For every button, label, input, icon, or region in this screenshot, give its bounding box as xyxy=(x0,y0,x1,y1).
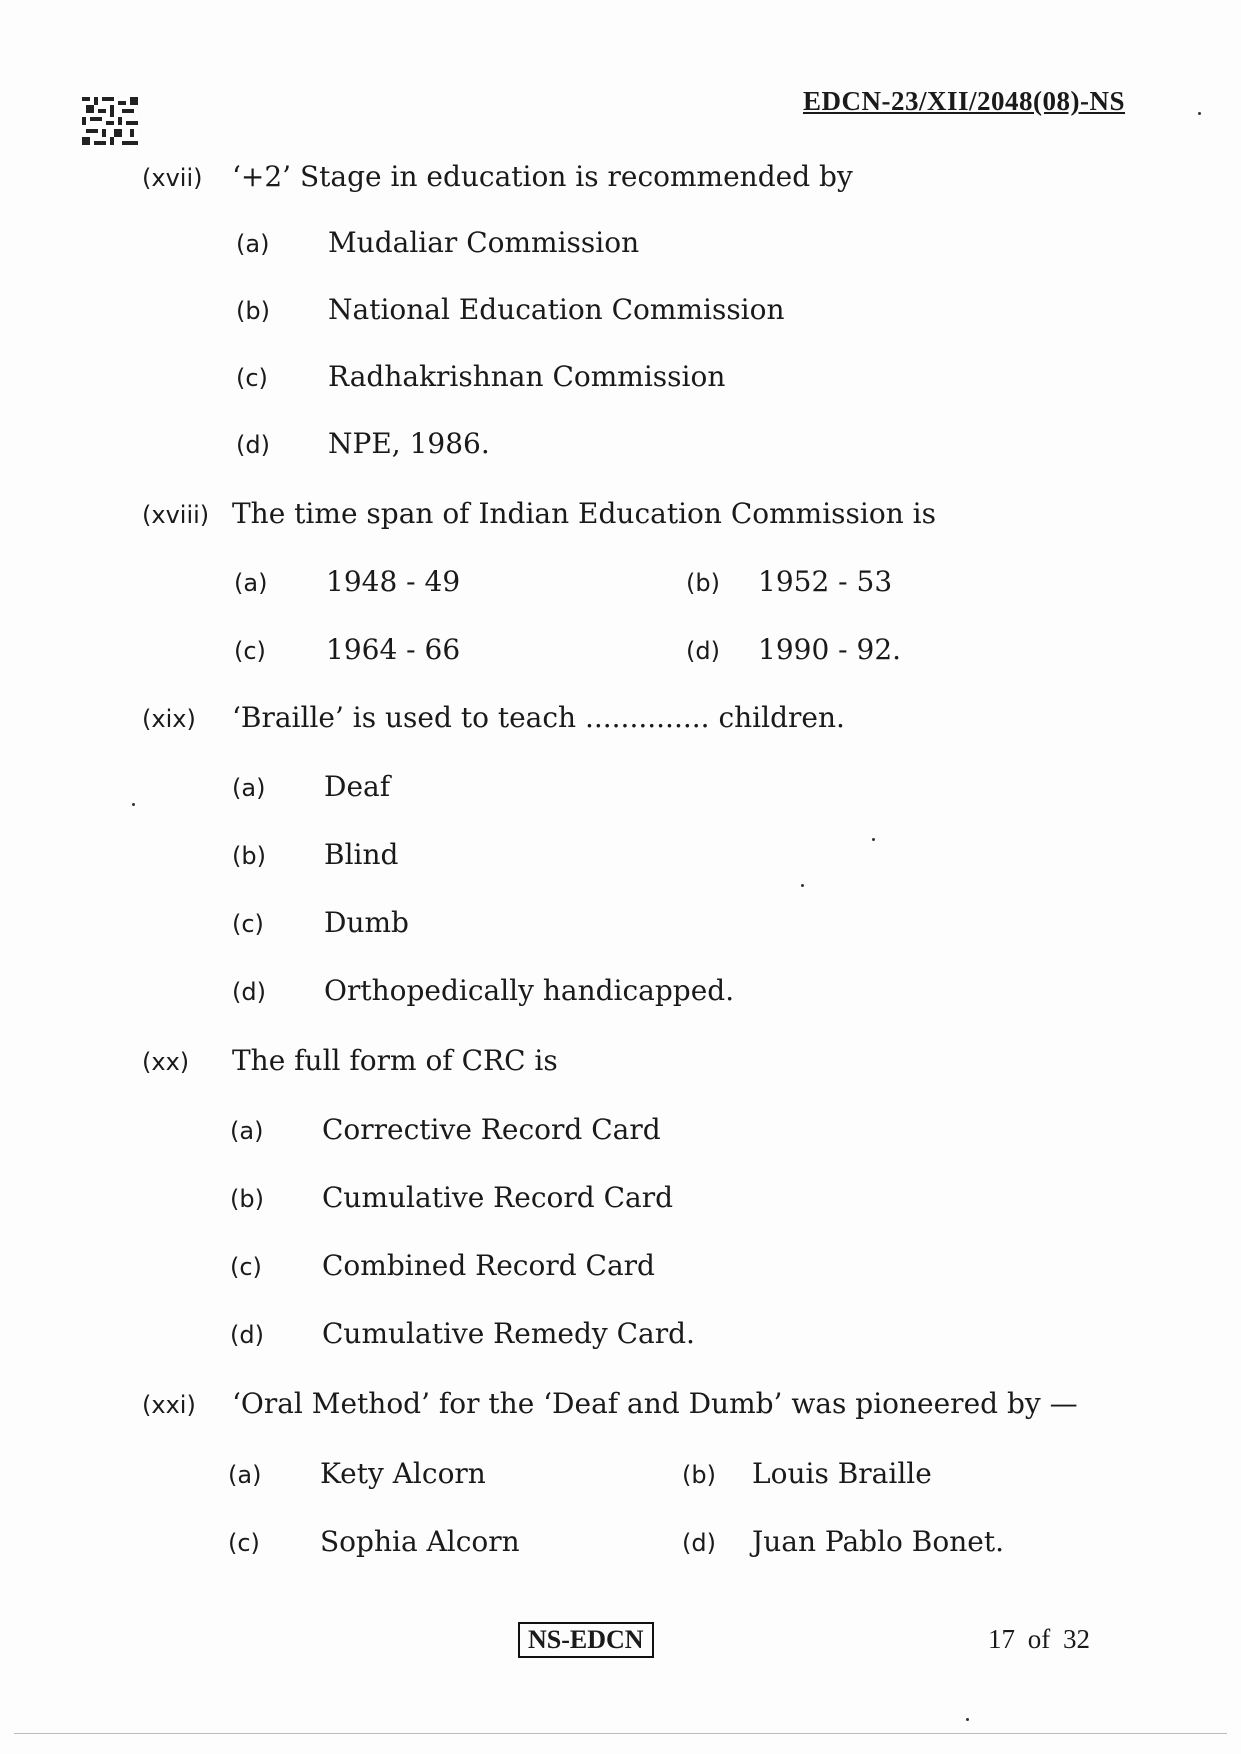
question-text: ‘Braille’ is used to teach .............. children. xyxy=(232,701,845,734)
option-text: 1952 - 53 xyxy=(758,565,893,598)
question-number: (xvii) xyxy=(142,164,203,192)
option-xxi-b xyxy=(682,1457,932,1490)
option-label: (c) xyxy=(228,1529,260,1557)
option-xvii-c xyxy=(236,360,725,393)
option-text: 1990 - 92. xyxy=(758,633,902,666)
option-label: (a) xyxy=(230,1117,264,1145)
option-text: Corrective Record Card xyxy=(322,1113,661,1146)
scan-speck xyxy=(801,884,804,887)
option-xxi-d xyxy=(682,1525,1004,1558)
footer-code-box: NS-EDCN xyxy=(518,1622,654,1658)
option-text: NPE, 1986. xyxy=(328,427,490,460)
question-xviii xyxy=(142,497,936,530)
option-xviii-d xyxy=(686,633,901,666)
option-xviii-c xyxy=(234,633,460,666)
page-number: 17 of 32 xyxy=(988,1624,1090,1654)
option-text: Dumb xyxy=(324,906,409,939)
option-xvii-b xyxy=(236,293,785,326)
option-label: (a) xyxy=(234,569,268,597)
option-label: (b) xyxy=(232,842,266,870)
option-label: (d) xyxy=(686,637,720,665)
option-label: (c) xyxy=(232,910,264,938)
option-xvii-a xyxy=(236,226,639,259)
option-label: (d) xyxy=(230,1321,264,1349)
option-xix-a xyxy=(232,770,390,803)
option-label: (b) xyxy=(682,1461,716,1489)
option-label: (c) xyxy=(236,364,268,392)
option-text: Blind xyxy=(324,838,399,871)
option-text: Orthopedically handicapped. xyxy=(324,974,735,1007)
question-number: (xxi) xyxy=(142,1391,196,1419)
scan-speck xyxy=(872,838,875,841)
question-xix xyxy=(142,701,845,734)
option-label: (a) xyxy=(228,1461,262,1489)
option-xvii-d xyxy=(236,427,490,460)
option-label: (d) xyxy=(236,431,270,459)
option-xix-b xyxy=(232,838,398,871)
option-text: Kety Alcorn xyxy=(320,1457,486,1490)
option-text: National Education Commission xyxy=(328,293,785,326)
option-xix-c xyxy=(232,906,409,939)
question-number: (xx) xyxy=(142,1048,190,1076)
option-text: Radhakrishnan Commission xyxy=(328,360,726,393)
option-text: 1964 - 66 xyxy=(326,633,461,666)
option-label: (d) xyxy=(232,978,266,1006)
option-label: (a) xyxy=(232,774,266,802)
question-text: ‘Oral Method’ for the ‘Deaf and Dumb’ was pioneered by — xyxy=(232,1387,1078,1420)
option-xviii-b xyxy=(686,565,892,598)
option-xx-d xyxy=(230,1317,695,1350)
option-xix-d xyxy=(232,974,734,1007)
scan-speck xyxy=(1198,112,1201,115)
question-xx xyxy=(142,1044,558,1077)
question-text: ‘+2’ Stage in education is recommended by xyxy=(232,160,853,193)
qr-code-icon xyxy=(82,96,138,146)
option-xxi-a xyxy=(228,1457,486,1490)
option-label: (b) xyxy=(230,1185,264,1213)
option-xx-a xyxy=(230,1113,661,1146)
option-text: Sophia Alcorn xyxy=(320,1525,520,1558)
option-text: Mudaliar Commission xyxy=(328,226,640,259)
question-number: (xix) xyxy=(142,705,196,733)
option-label: (c) xyxy=(230,1253,262,1281)
option-text: 1948 - 49 xyxy=(326,565,461,598)
option-text: Cumulative Remedy Card. xyxy=(322,1317,695,1350)
option-text: Deaf xyxy=(324,770,391,803)
option-label: (b) xyxy=(686,569,720,597)
option-text: Combined Record Card xyxy=(322,1249,655,1282)
option-label: (b) xyxy=(236,297,270,325)
option-xxi-c xyxy=(228,1525,520,1558)
question-number: (xviii) xyxy=(142,501,210,529)
option-xviii-a xyxy=(234,565,460,598)
option-label: (a) xyxy=(236,230,270,258)
option-xx-b xyxy=(230,1181,673,1214)
option-xx-c xyxy=(230,1249,655,1282)
option-label: (d) xyxy=(682,1529,716,1557)
question-xvii xyxy=(142,160,853,193)
scan-speck xyxy=(966,1718,969,1721)
paper-code: EDCN-23/XII/2048(08)-NS xyxy=(803,86,1125,116)
scan-speck xyxy=(132,803,135,806)
question-text: The time span of Indian Education Commission is xyxy=(232,497,936,530)
option-text: Cumulative Record Card xyxy=(322,1181,674,1214)
option-label: (c) xyxy=(234,637,266,665)
question-text: The full form of CRC is xyxy=(232,1044,558,1077)
option-text: Juan Pablo Bonet. xyxy=(752,1525,1004,1558)
question-xxi xyxy=(142,1387,1078,1420)
bottom-rule xyxy=(14,1733,1227,1734)
option-text: Louis Braille xyxy=(752,1457,932,1490)
